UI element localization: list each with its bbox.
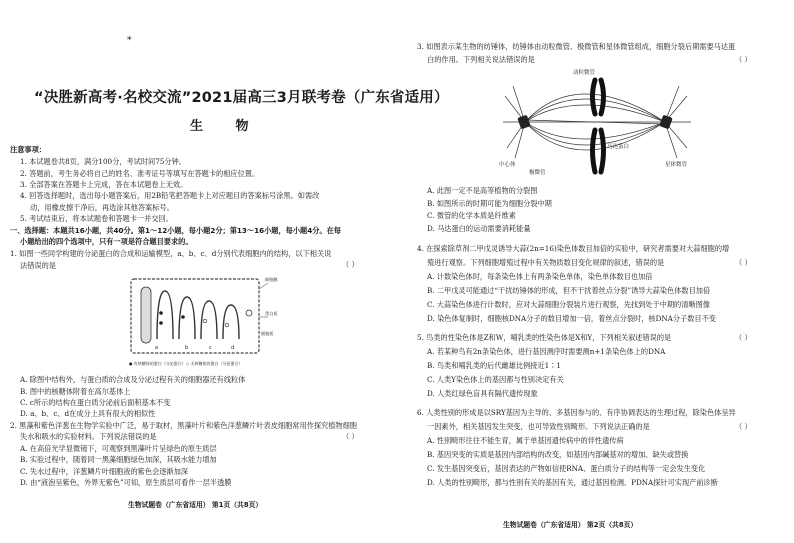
q2-answer-paren: （ ） [342, 432, 359, 441]
q1-letter-b: b [185, 345, 189, 351]
q3-label-polar: 极微管 [529, 170, 546, 176]
q4-stem: 4. 在探索除草剂二甲戊灵诱导大蒜(2n=16)染色体数目加倍的实验中，研究者需要对大蒜细胞的增 [417, 244, 730, 253]
q3-option: A. 此图一定不是高等植物的分裂图 [427, 186, 538, 195]
q1-stem: 1. 如图一些同学构建的分泌蛋白的合成和运输模型，a、b、c、d分别代表细胞内的结构，以下相关说 [10, 249, 332, 258]
notice-line: 2. 答题前，考生务必将自己的姓名、准考证号等填写在答题卡的相应位置。 [20, 169, 260, 178]
section-heading: 小题给出的四个选项中，只有一项是符合题目要求的。 [20, 237, 193, 246]
q5-stem: 5. 鸟类的性染色体是Z和W，哺乳类的性染色体是X和Y，下列相关叙述错误的是 [417, 333, 672, 342]
q6-stem: 6. 人类性别的形成是以SRY基因为主导的、多基因参与的、有序协调表达的生理过程，除染色体呈异 [417, 408, 736, 417]
q3-figure [497, 66, 697, 184]
q6-option: D. 人类的性别畸形，都与性别有关的基因有关，通过基因检测、PDNA探针可实现产前诊断 [427, 478, 718, 487]
q6-answer-paren: （ ） [735, 422, 752, 431]
page-right [397, 0, 794, 543]
q2-stem: 失水和吸水的实验材料。下列说法错误的是 [20, 432, 157, 441]
notice-line: 4. 回答选择题时，选出每小题答案后，用2B铅笔把答题卡上对应题目的答案标号涂黑。如需改 [20, 191, 320, 200]
q1-figure [125, 273, 278, 373]
q1-letter-d: d [231, 345, 235, 351]
q3-label-aster: 星体微管 [665, 162, 688, 168]
q4-stem: 殖进行观察。下列细胞增殖过程中有关物质数目变化规律的叙述，错误的是 [427, 258, 665, 267]
exam-title: “决胜新高考·名校交流”2021届高三3月联考卷（广东省适用） [34, 90, 449, 106]
q3-option: C. 微管的化学本质是纤维素 [427, 211, 516, 220]
q5-option: B. 鸟类和哺乳类的后代雌雄比例接近1∶1 [427, 361, 561, 370]
corner-mark: * [127, 36, 132, 46]
notice-heading: 注意事项： [10, 145, 46, 154]
q6-option: B. 基因突变的实质是基因内部结构的改变，如基因内部碱基对的增加、缺失或替换 [427, 450, 689, 459]
q1-answer-paren: （ ） [342, 260, 359, 269]
notice-line: 3. 全部答案在答题卡上完成，答在本试题卷上无效。 [20, 180, 188, 189]
q4-option: B. 二甲戊灵可能通过“干扰纺锤体的形成，但不干扰着丝点分裂”诱导大蒜染色体数目加倍 [427, 286, 711, 295]
q3-stem: 3. 如图表示某生物的纺锤体，纺锤体由动粒微管、极微管和星体微管组成，细胞分裂后期需要马达蛋 [417, 42, 736, 51]
q3-label-kinetochore: 动粒微管 [573, 70, 596, 76]
q6-option: A. 性别畸形往往不能生育，属于单基因遗传病中的伴性遗传病 [427, 436, 624, 445]
q2-option: B. 实验过程中，随着同一黑藻细胞绿色加深，其吸水能力增加 [20, 455, 217, 464]
q3-option: B. 如图所示的时期可能为细胞分裂中期 [427, 199, 552, 208]
q2-option: A. 在高倍光学显微镜下，可观察到黑藻叶片呈绿色的原生质层 [20, 444, 217, 453]
q3-stem: 白的作用。下列相关说法错误的是 [427, 55, 535, 64]
q5-option: A. 若某种鸟有2n条染色体，进行基因测序时需要测n+1条染色体上的DNA [427, 347, 666, 356]
q5-answer-paren: （ ） [735, 333, 752, 342]
q3-label-centrosome: 中心体 [499, 162, 516, 168]
q2-stem: 2. 黑藻和紫色洋葱在生物学实验中广泛，易于取材，黑藻叶片和紫色洋葱鳞片叶表皮细胞常用作探究植物细胞 [10, 421, 357, 430]
q4-option: A. 计数染色体时，每条染色体上有两条染色单体，染色单体数目也加倍 [427, 272, 653, 281]
q3-answer-paren: （ ） [735, 55, 752, 64]
notice-line: 动，用橡皮擦干净后，再选涂其他答案标号。 [30, 203, 174, 212]
q1-option: B. 图中的核糖体附着在高尔基体上 [20, 387, 131, 396]
q1-label-protein: 蛋白质 [265, 311, 278, 316]
q6-option: C. 发生基因突变后，基因表达的产物如信使RNA、蛋白质分子的结构等一定会发生变化 [427, 464, 706, 473]
q1-legend: ● 有核糖体的蛋白（分泌蛋白）○ 无核糖体的蛋白（分泌蛋白） [129, 361, 243, 366]
page-footer: 生物试题卷（广东省适用） 第1页（共8页） [128, 501, 263, 509]
q4-option: C. 大蒜染色体进行计数时，应对大蒜细胞分裂装片进行观察，先找到处于中期的清晰图像 [427, 300, 710, 309]
page-footer: 生物试题卷（广东省适用） 第2页（共8页） [503, 521, 638, 529]
q1-option: D. a、b、c、d在成分上具有很大的相似性 [20, 409, 156, 418]
q1-label-membrane: 细胞膜 [265, 277, 278, 282]
section-heading: 一、选择题：本题共16小题，共40分。第1～12小题，每小题2分；第13～16小题，每小题4分。在每 [10, 226, 341, 235]
q1-option: C. c所示的结构在蛋白质分泌前后面积基本不变 [20, 398, 171, 407]
notice-line: 5. 考试结束后，将本试题卷和答题卡一并交回。 [20, 214, 173, 223]
q6-stem: 一因素外，相关基因发生突变，也可导致性别畸形。下列说法正确的是 [427, 422, 650, 431]
q1-stem: 法错误的是 [20, 261, 56, 270]
notice-line: 1. 本试题卷共8页，满分100分，考试时间75分钟。 [20, 157, 186, 166]
q1-letter-a: a [155, 345, 159, 351]
q5-option: D. 人类红绿色盲具有隔代遗传现象 [427, 389, 538, 398]
q4-option: D. 染色体复制时，细胞核DNA分子的数目增加一倍，着丝点分裂时，核DNA分子数目不变 [427, 314, 716, 323]
subject-title: 生 物 [190, 119, 263, 134]
q3-label-motor: 马达蛋白 [607, 144, 630, 150]
q2-option: C. 失水过程中，洋葱鳞片叶细胞液的紫色会逐渐加深 [20, 467, 188, 476]
q5-option: C. 人类Y染色体上的基因都与性别决定有关 [427, 375, 564, 384]
q1-letter-c: c [209, 345, 212, 351]
q1-label-cytoplasm: 细胞质 [261, 331, 274, 336]
q1-option: A. 除图中结构外，与蛋白质的合成及分泌过程有关的细胞器还有线粒体 [20, 375, 246, 384]
q2-option: D. 由“液泡呈紫色，外界无紫色”可知，原生质层可看作一层半透膜 [20, 478, 232, 487]
q3-option: D. 马达蛋白的运动需要消耗能量 [427, 224, 531, 233]
q4-answer-paren: （ ） [735, 258, 752, 267]
